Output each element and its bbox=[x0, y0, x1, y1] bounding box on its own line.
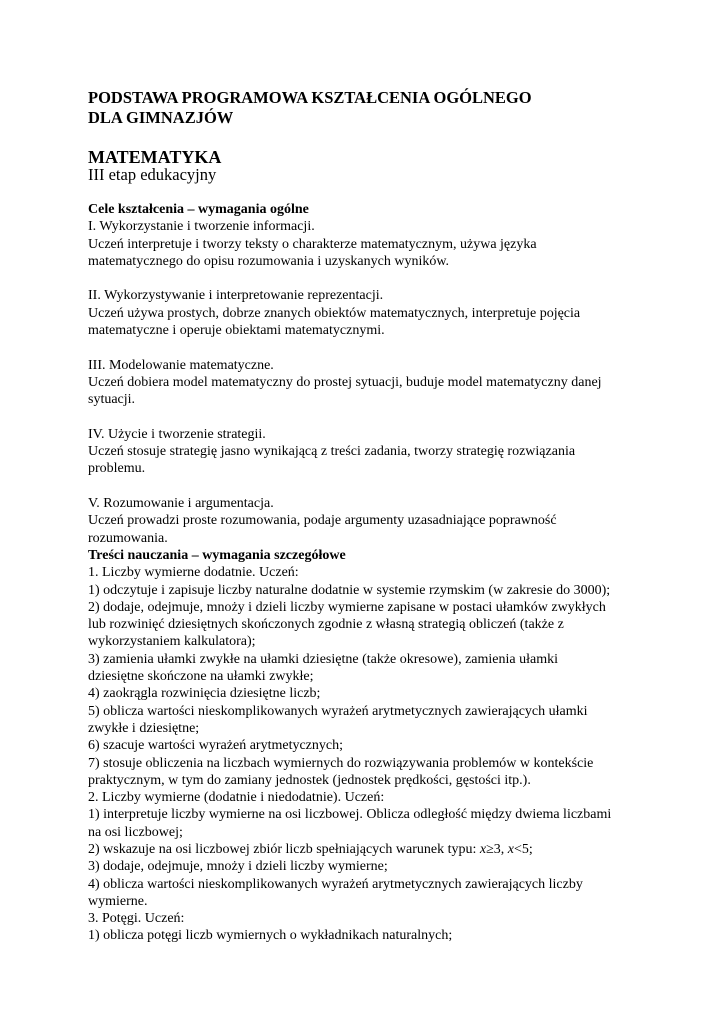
goal-text: rozumowania. bbox=[88, 530, 168, 546]
list-item: lub rozwinięć dziesiętnych skończonych zgodnie z własną strategią obliczeń (także z bbox=[88, 617, 564, 633]
list-item-text: <5; bbox=[514, 841, 533, 857]
goal-text: Uczeń prowadzi proste rozumowania, podaje argumenty uzasadniające poprawność bbox=[88, 513, 557, 529]
list-item: wymierne. bbox=[88, 893, 148, 909]
goals-heading: Cele kształcenia – wymagania ogólne bbox=[88, 202, 309, 217]
list-item-text: ≥3, bbox=[486, 841, 508, 857]
goals-section bbox=[88, 201, 648, 945]
document-title-line2: DLA GIMNAZJÓW bbox=[88, 108, 234, 127]
list-item: 1) oblicza potęgi liczb wymiernych o wykładnikach naturalnych; bbox=[88, 928, 453, 944]
list-item: 3) dodaje, odejmuje, mnoży i dzieli liczby wymierne; bbox=[88, 859, 388, 875]
variable-x: x bbox=[479, 841, 487, 857]
document-title-line1: PODSTAWA PROGRAMOWA KSZTAŁCENIA OGÓLNEGO bbox=[88, 88, 532, 107]
list-item: wykorzystaniem kalkulatora); bbox=[88, 634, 256, 650]
goal-title: V. Rozumowanie i argumentacja. bbox=[88, 496, 274, 512]
goal-text: Uczeń używa prostych, dobrze znanych obiektów matematycznych, interpretuje pojęcia bbox=[88, 305, 581, 321]
goal-text: Uczeń stosuje strategię jasno wynikającą z treści zadania, tworzy strategię rozwiązania bbox=[88, 444, 576, 460]
variable-x: x bbox=[507, 841, 514, 857]
goal-title: I. Wykorzystanie i tworzenie informacji. bbox=[88, 219, 315, 235]
list-item: 5) oblicza wartości nieskomplikowanych wyrażeń arytmetycznych zawierających ułamki bbox=[88, 703, 588, 719]
list-item: 6) szacuje wartości wyrażeń arytmetycznych; bbox=[88, 738, 343, 754]
list-item: 7) stosuje obliczenia na liczbach wymiernych do rozwiązywania problemów w kontekście bbox=[88, 755, 594, 771]
list-item-text: 2) wskazuje na osi liczbowej zbiór liczb spełniających warunek typu: bbox=[88, 841, 480, 857]
list-item: dziesiętne skończone na ułamki zwykłe; bbox=[88, 669, 314, 685]
spacer bbox=[88, 478, 648, 495]
stage-subheading: III etap edukacyjny bbox=[88, 165, 217, 184]
list-item: na osi liczbowej; bbox=[88, 824, 183, 840]
goal-text: matematyczne i operuje obiektami matematycznymi. bbox=[88, 323, 385, 339]
section-title: 3. Potęgi. Uczeń: bbox=[88, 911, 185, 927]
list-item: 4) zaokrągla rozwinięcia dziesiętne liczb; bbox=[88, 686, 321, 702]
content-heading: Treści nauczania – wymagania szczegółowe bbox=[88, 547, 346, 563]
spacer bbox=[88, 270, 648, 287]
list-item: 1) odczytuje i zapisuje liczby naturalne dodatnie w systemie rzymskim (w zakresie do 3000); bbox=[88, 582, 611, 598]
list-item bbox=[88, 841, 648, 858]
spacer bbox=[88, 339, 648, 356]
list-item: 4) oblicza wartości nieskomplikowanych wyrażeń arytmetycznych zawierających liczby bbox=[88, 876, 583, 892]
section-title: 2. Liczby wymierne (dodatnie i niedodatnie). Uczeń: bbox=[88, 790, 385, 806]
goal-text: sytuacji. bbox=[88, 392, 136, 408]
list-item: 3) zamienia ułamki zwykłe na ułamki dziesiętne (także okresowe), zamienia ułamki bbox=[88, 651, 558, 667]
list-item: zwykłe i dziesiętne; bbox=[88, 720, 200, 736]
goal-text: problemu. bbox=[88, 461, 146, 477]
subject-heading: MATEMATYKA bbox=[88, 147, 222, 167]
goal-text: Uczeń interpretuje i tworzy teksty o charakterze matematycznym, używa języka bbox=[88, 236, 537, 252]
spacer bbox=[88, 409, 648, 426]
goal-title: II. Wykorzystywanie i interpretowanie reprezentacji. bbox=[88, 288, 384, 304]
goal-title: IV. Użycie i tworzenie strategii. bbox=[88, 426, 266, 442]
list-item: 1) interpretuje liczby wymierne na osi liczbowej. Oblicza odległość między dwiema liczbami bbox=[88, 807, 612, 823]
section-title: 1. Liczby wymierne dodatnie. Uczeń: bbox=[88, 565, 299, 581]
list-item: praktycznym, w tym do zamiany jednostek (jednostek prędkości, gęstości itp.). bbox=[88, 772, 531, 788]
goal-title: III. Modelowanie matematyczne. bbox=[88, 357, 274, 373]
goal-text: Uczeń dobiera model matematyczny do prostej sytuacji, buduje model matematyczny danej bbox=[88, 374, 602, 390]
goal-text: matematycznego do opisu rozumowania i uzyskanych wyników. bbox=[88, 253, 450, 269]
list-item: 2) dodaje, odejmuje, mnoży i dzieli liczby wymierne zapisane w postaci ułamków zwykłych bbox=[88, 599, 606, 615]
